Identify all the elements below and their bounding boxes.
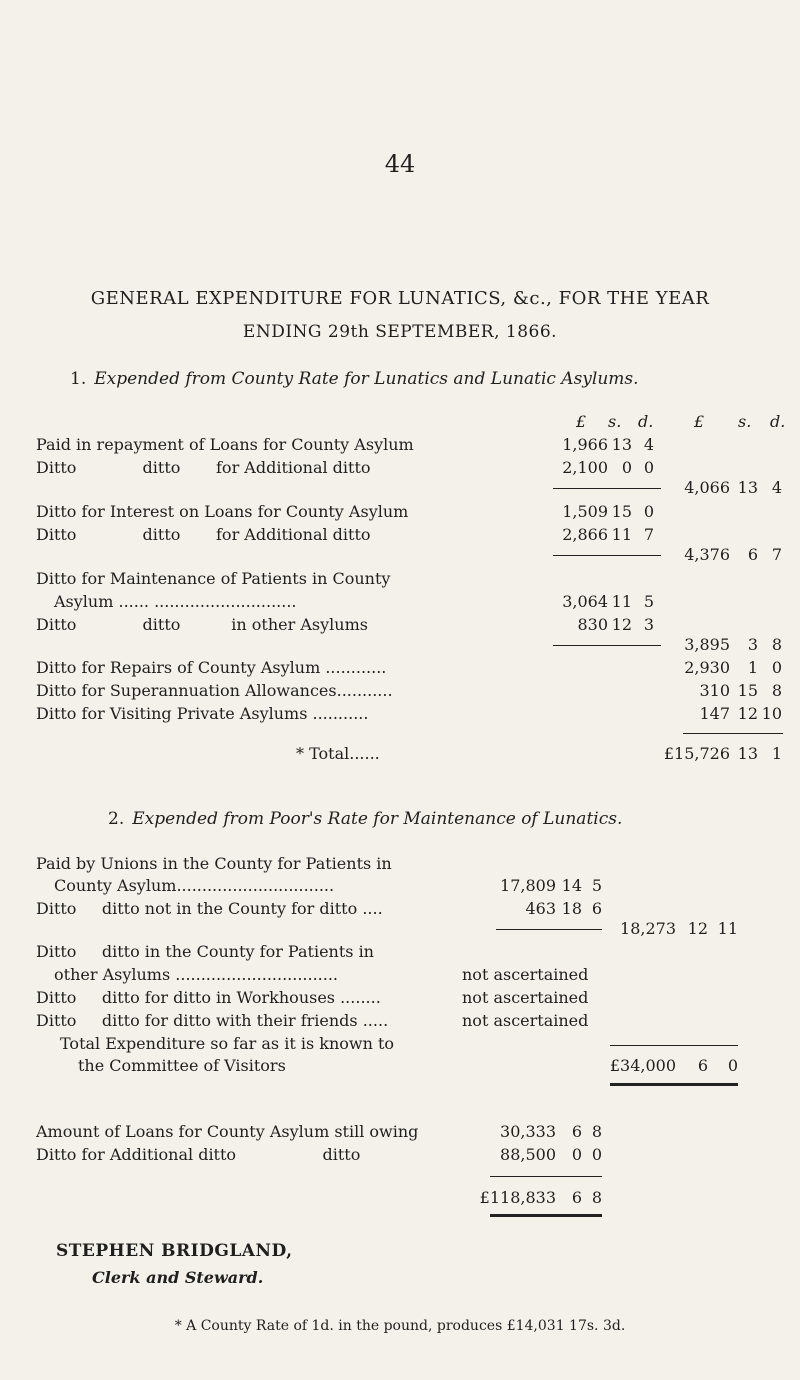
loans-total-double-rule xyxy=(490,1214,602,1217)
section1-title xyxy=(70,369,639,389)
s1-row5-label: Ditto for Maintenance of Patients in County xyxy=(36,569,391,588)
loans-total-pence: 8 xyxy=(591,1188,602,1207)
s1-row5-pence: 5 xyxy=(643,592,654,611)
s1-row2-pounds: 2,100 xyxy=(562,458,608,477)
s1-total-rule xyxy=(683,733,783,734)
section1-number: 1. xyxy=(70,369,87,389)
s1-row4-label: Ditto ditto for Additional ditto xyxy=(36,525,371,544)
s2-total-shillings: 6 xyxy=(697,1056,708,1075)
loans-total-shillings: 6 xyxy=(571,1188,582,1207)
s1-row3-pounds: 1,509 xyxy=(562,502,608,521)
s2-row1-label: Paid by Unions in the County for Patients in xyxy=(36,854,392,873)
s2-subtotal-rule xyxy=(496,929,602,930)
s1-row9-pence: 10 xyxy=(761,704,782,723)
section1-title-text: Expended from County Rate for Lunatics and Lunatic Asylums. xyxy=(94,369,639,389)
loans-total-pounds: £118,833 xyxy=(479,1188,556,1207)
s1-row4-shillings: 11 xyxy=(611,525,632,544)
s2-row3-label-cont: other Asylums ................................ xyxy=(54,965,339,984)
section2-title xyxy=(108,809,622,829)
s2-row1-pence: 5 xyxy=(591,876,602,895)
loans-row1-label: Amount of Loans for County Asylum still owing xyxy=(36,1122,419,1141)
section2-number: 2. xyxy=(108,809,125,829)
s2-row2-pounds: 463 xyxy=(525,899,556,918)
s1-row3-pence: 0 xyxy=(643,502,654,521)
s1-subtotal1-pounds: 4,066 xyxy=(684,478,730,497)
s1-row4-pounds: 2,866 xyxy=(562,525,608,544)
s1-row9-shillings: 12 xyxy=(737,704,758,723)
footnote: * A County Rate of 1d. in the pound, produces £14,031 17s. 3d. xyxy=(174,1318,626,1334)
s1-row4-pence: 7 xyxy=(643,525,654,544)
s2-row4-label: Ditto ditto for ditto in Workhouses ........ xyxy=(36,988,381,1007)
s2-total-pence: 0 xyxy=(727,1056,738,1075)
col-head-pounds-2: £ xyxy=(694,412,705,431)
col-head-pence-1: d. xyxy=(638,412,654,431)
s1-subtotal3-shillings: 3 xyxy=(747,635,758,654)
loans-row2-label: Ditto for Additional ditto ditto xyxy=(36,1145,361,1164)
col-head-shillings-1: s. xyxy=(608,412,622,431)
s2-row2-label: Ditto ditto not in the County for ditto .... xyxy=(36,899,383,918)
s1-subtotal-rule-2 xyxy=(553,555,661,556)
col-head-shillings-2: s. xyxy=(738,412,752,431)
loans-row1-pence: 8 xyxy=(591,1122,602,1141)
signatory-role: Clerk and Steward. xyxy=(92,1268,264,1287)
s1-subtotal1-shillings: 13 xyxy=(737,478,758,497)
s2-row3-value: not ascertained xyxy=(462,965,589,984)
s1-row1-shillings: 13 xyxy=(611,435,632,454)
s1-row1-pounds: 1,966 xyxy=(562,435,608,454)
s2-subtotal-pence: 11 xyxy=(717,919,738,938)
s2-row4-value: not ascertained xyxy=(462,988,589,1007)
s1-row1-pence: 4 xyxy=(643,435,654,454)
loans-total-rule xyxy=(490,1176,602,1177)
s1-total-shillings: 13 xyxy=(737,744,758,763)
s2-row1-pounds: 17,809 xyxy=(500,876,556,895)
s2-row1-shillings: 14 xyxy=(561,876,582,895)
s1-total-pence: 1 xyxy=(771,744,782,763)
s1-row5-pounds: 3,064 xyxy=(562,592,608,611)
loans-row1-shillings: 6 xyxy=(571,1122,582,1141)
s1-row2-shillings: 0 xyxy=(621,458,632,477)
s1-row3-label: Ditto for Interest on Loans for County Asylum xyxy=(36,502,409,521)
s1-subtotal2-pence: 7 xyxy=(771,545,782,564)
s1-subtotal1-pence: 4 xyxy=(771,478,782,497)
s1-row8-pounds: 310 xyxy=(699,681,730,700)
loans-row2-shillings: 0 xyxy=(571,1145,582,1164)
s1-row7-shillings: 1 xyxy=(747,658,758,677)
s1-subtotal3-pence: 8 xyxy=(771,635,782,654)
s1-row5-shillings: 11 xyxy=(611,592,632,611)
page-number: 44 xyxy=(384,150,416,178)
s2-total-pounds: £34,000 xyxy=(609,1056,676,1075)
s2-row2-pence: 6 xyxy=(591,899,602,918)
s1-row9-label: Ditto for Visiting Private Asylums ........... xyxy=(36,704,369,723)
document-heading-line2: ENDING 29th SEPTEMBER, 1866. xyxy=(242,322,558,342)
s1-row7-pounds: 2,930 xyxy=(684,658,730,677)
s1-row5-label-cont: Asylum ...... ............................ xyxy=(54,592,297,611)
loans-row1-pounds: 30,333 xyxy=(500,1122,556,1141)
section2-title-text: Expended from Poor's Rate for Maintenance of Lunatics. xyxy=(132,809,623,829)
loans-row2-pence: 0 xyxy=(591,1145,602,1164)
s1-row6-shillings: 12 xyxy=(611,615,632,634)
s1-row6-label: Ditto ditto in other Asylums xyxy=(36,615,368,634)
s1-row6-pounds: 830 xyxy=(577,615,608,634)
s2-row5-value: not ascertained xyxy=(462,1011,589,1030)
s1-row8-shillings: 15 xyxy=(737,681,758,700)
s2-total-double-rule xyxy=(610,1083,738,1086)
s1-subtotal-rule-1 xyxy=(553,488,661,489)
s1-total-pounds: £15,726 xyxy=(663,744,730,763)
s1-subtotal2-pounds: 4,376 xyxy=(684,545,730,564)
s1-row8-label: Ditto for Superannuation Allowances........... xyxy=(36,681,393,700)
s2-total-label-line2: the Committee of Visitors xyxy=(78,1056,286,1075)
s2-row2-shillings: 18 xyxy=(561,899,582,918)
s1-row1-label: Paid in repayment of Loans for County Asylum xyxy=(36,435,414,454)
s1-subtotal2-shillings: 6 xyxy=(747,545,758,564)
s1-row3-shillings: 15 xyxy=(611,502,632,521)
s1-row9-pounds: 147 xyxy=(699,704,730,723)
s1-row6-pence: 3 xyxy=(643,615,654,634)
s1-row8-pence: 8 xyxy=(771,681,782,700)
s2-row1-label-cont: County Asylum............................... xyxy=(54,876,335,895)
s2-row5-label: Ditto ditto for ditto with their friends ..... xyxy=(36,1011,389,1030)
s1-row2-label: Ditto ditto for Additional ditto xyxy=(36,458,371,477)
s1-row2-pence: 0 xyxy=(643,458,654,477)
s1-row7-pence: 0 xyxy=(771,658,782,677)
loans-row2-pounds: 88,500 xyxy=(500,1145,556,1164)
s1-total-label: * Total...... xyxy=(296,744,380,763)
s1-subtotal-rule-3 xyxy=(553,645,661,646)
col-head-pounds-1: £ xyxy=(576,412,587,431)
document-heading-line1: GENERAL EXPENDITURE FOR LUNATICS, &c., FOR THE YEAR xyxy=(90,288,710,309)
s2-total-label-line1: Total Expenditure so far as it is known to xyxy=(60,1034,395,1053)
s1-row7-label: Ditto for Repairs of County Asylum ............ xyxy=(36,658,387,677)
signatory-name: STEPHEN BRIDGLAND, xyxy=(56,1241,293,1261)
s2-row3-label: Ditto ditto in the County for Patients in xyxy=(36,942,374,961)
col-head-pence-2: d. xyxy=(770,412,786,431)
s2-subtotal-pounds: 18,273 xyxy=(620,919,676,938)
s2-total-rule xyxy=(610,1045,738,1046)
s2-subtotal-shillings: 12 xyxy=(687,919,708,938)
s1-subtotal3-pounds: 3,895 xyxy=(684,635,730,654)
